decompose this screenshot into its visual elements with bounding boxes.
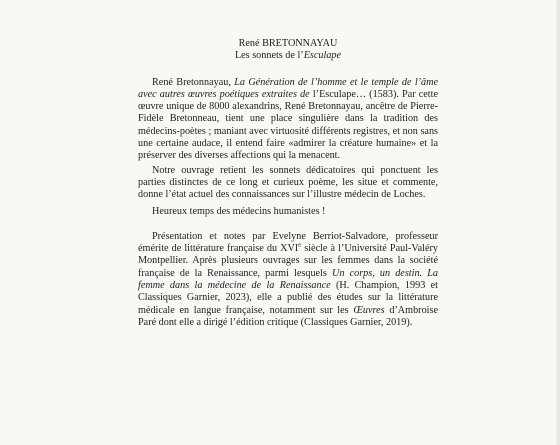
author-name: René BRETONNAYAU: [238, 38, 338, 49]
paragraph-exclamation: Heureux temps des médecins humanistes !: [152, 205, 326, 217]
blurb-text: [138, 38, 438, 329]
title-block: [138, 38, 438, 63]
page-edge: [556, 0, 560, 445]
book-title: [138, 50, 438, 62]
paragraph-summary: Notre ouvrage retient les sonnets dédicatoires qui ponctuent les parties distinctes de ce long et curieux poème, les situe et commente, donne l’état actuel des connaissances sur l’illustre médecin de Loches.: [138, 164, 438, 201]
book-title-italic: Esculape: [303, 50, 342, 62]
paragraph-editor-bio: Présentation et notes par Evelyne Berriot-Salvadore, professeur émérite de littérature française du XVIe siècle à l’Université Paul-Valéry Montpellier. Après plusieurs ouvrages sur les femmes dans la société française de la Renaissance, parmi lesquels Un corps, un destin. La femme dans la médecine de la Renaissance (H. Champion, 1993 et Classiques Garnier, 2023), elle a publié des études sur la littérature médicale en langue française, notamment sur les Œuvres d’Ambroise Paré dont elle a dirigé l’édition critique (Classiques Garnier, 2019).: [138, 230, 439, 328]
paragraph-intro: René Bretonnayau, La Génération de l’homme et le temple de l’âme avec autres œuvres poétiques extraites de l’Esculape… (1583). Par cette œuvre unique de 8000 alexandrins, René Bretonnayau, ancêtre de Pierre-Fidèle Bretonneau, tient une place singulière dans la tradition des médecins-poètes ; maniant avec virtuosité différents registres, et non sans une certaine audace, il entend faire «admirer la créature humaine» et la préserver des diverses affections qui la menacent.: [138, 76, 439, 162]
book-title-prefix: Les sonnets de l’: [234, 50, 304, 62]
